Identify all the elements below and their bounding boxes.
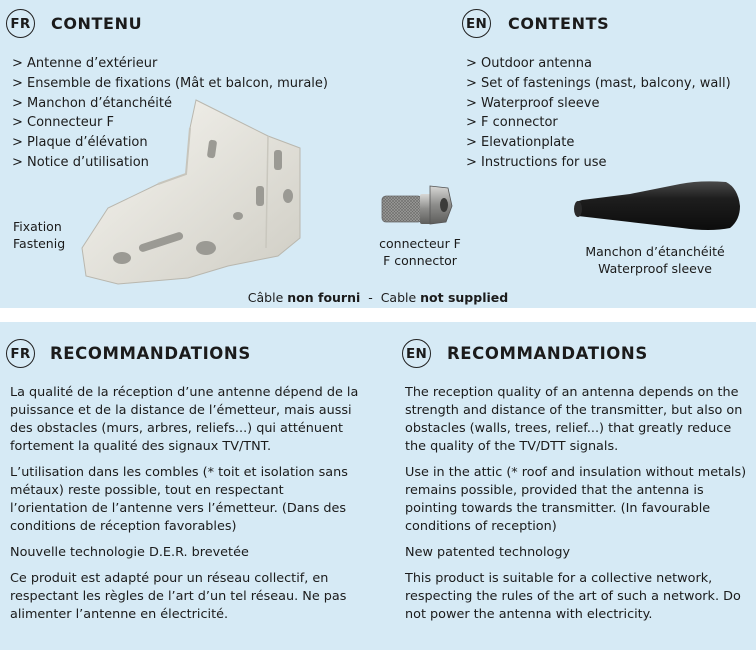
contents-title-fr: CONTENU xyxy=(51,14,143,33)
list-item: > Waterproof sleeve xyxy=(466,95,600,111)
cable-note-en-bold: not supplied xyxy=(420,290,509,305)
list-item: > Outdoor antenna xyxy=(466,56,592,71)
contents-title-en: CONTENTS xyxy=(508,14,610,33)
list-item: > Ensemble de fixations (Mât et balcon, murale) xyxy=(12,75,328,91)
paragraph: New patented technology xyxy=(405,545,571,560)
contents-list-en xyxy=(466,54,731,173)
list-item: > Set of fastenings (mast, balcony, wall) xyxy=(466,75,731,91)
fixation-caption xyxy=(13,219,65,252)
paragraph: Use in the attic (* roof and insulation without metals) remains possible, provided that the antenna is pointing towards the transmitter. (In favourable conditions of reception) xyxy=(405,465,747,534)
sleeve-label-en: Waterproof sleeve xyxy=(598,260,712,276)
fixation-label-fr: Fixation xyxy=(13,219,62,234)
recommendations-text-en xyxy=(405,384,750,624)
mounting-bracket-image xyxy=(78,88,310,286)
list-item: > Antenne d’extérieur xyxy=(12,56,158,71)
list-item: > Plaque d’élévation xyxy=(12,135,148,151)
connector-label-en: F connector xyxy=(383,252,457,268)
paragraph: Nouvelle technologie D.E.R. brevetée xyxy=(10,545,249,560)
sleeve-label-fr: Manchon d’étanchéité xyxy=(585,244,725,259)
en-badge: EN xyxy=(402,339,431,368)
list-item: > Connecteur F xyxy=(12,115,114,131)
paragraph: La qualité de la réception d’une antenne dépend de la puissance et de la distance de l’émetteur, mais aussi des obstacles (murs, arbres, reliefs...) qui atténuent fortement la qualité des signaux TV/TNT. xyxy=(10,385,359,454)
paragraph: Ce produit est adapté pour un réseau collectif, en respectant les règles de l’art d’un tel réseau. Ne pas alimenter l’antenne en électricité. xyxy=(10,571,347,622)
connector-label-fr: connecteur F xyxy=(379,236,461,251)
cable-not-supplied-note xyxy=(0,290,756,305)
recommendations-text-fr xyxy=(10,384,365,624)
sleeve-caption xyxy=(565,244,745,277)
recommendations-title-fr: RECOMMANDATIONS xyxy=(50,344,251,363)
list-item: > Instructions for use xyxy=(466,154,607,170)
fixation-label-en: Fastenig xyxy=(13,235,66,251)
recommendations-title-en: RECOMMANDATIONS xyxy=(447,344,648,363)
waterproof-sleeve-image xyxy=(570,176,742,236)
list-item: > F connector xyxy=(466,115,558,131)
list-item: > Elevationplate xyxy=(466,135,575,151)
fr-badge: FR xyxy=(6,9,35,38)
connector-caption xyxy=(370,236,470,269)
paragraph: L’utilisation dans les combles (* toit et isolation sans métaux) reste possible, tout en respectant l’orientation de l’antenne vers l’émetteur. (Dans des conditions de réception favorables) xyxy=(10,465,348,534)
fr-badge: FR xyxy=(6,339,35,368)
f-connector-image xyxy=(378,180,456,230)
contents-panel xyxy=(0,0,756,308)
list-item: > Notice d’utilisation xyxy=(12,154,149,170)
paragraph: This product is suitable for a collective network, respecting the rules of the art of such a network. Do not power the antenna with electricity. xyxy=(405,571,741,622)
cable-note-fr-bold: non fourni xyxy=(287,290,361,305)
en-badge: EN xyxy=(462,9,491,38)
cable-note-en-prefix: Cable xyxy=(380,290,421,305)
paragraph: The reception quality of an antenna depends on the strength and distance of the transmitter, but also on obstacles (walls, trees, relief...) that greatly reduce the quality of the TV/DTT signals. xyxy=(405,385,743,454)
cable-note-fr-prefix: Câble xyxy=(247,290,288,305)
list-item: > Manchon d’étanchéité xyxy=(12,95,172,111)
cable-note-separator: - xyxy=(360,290,381,305)
